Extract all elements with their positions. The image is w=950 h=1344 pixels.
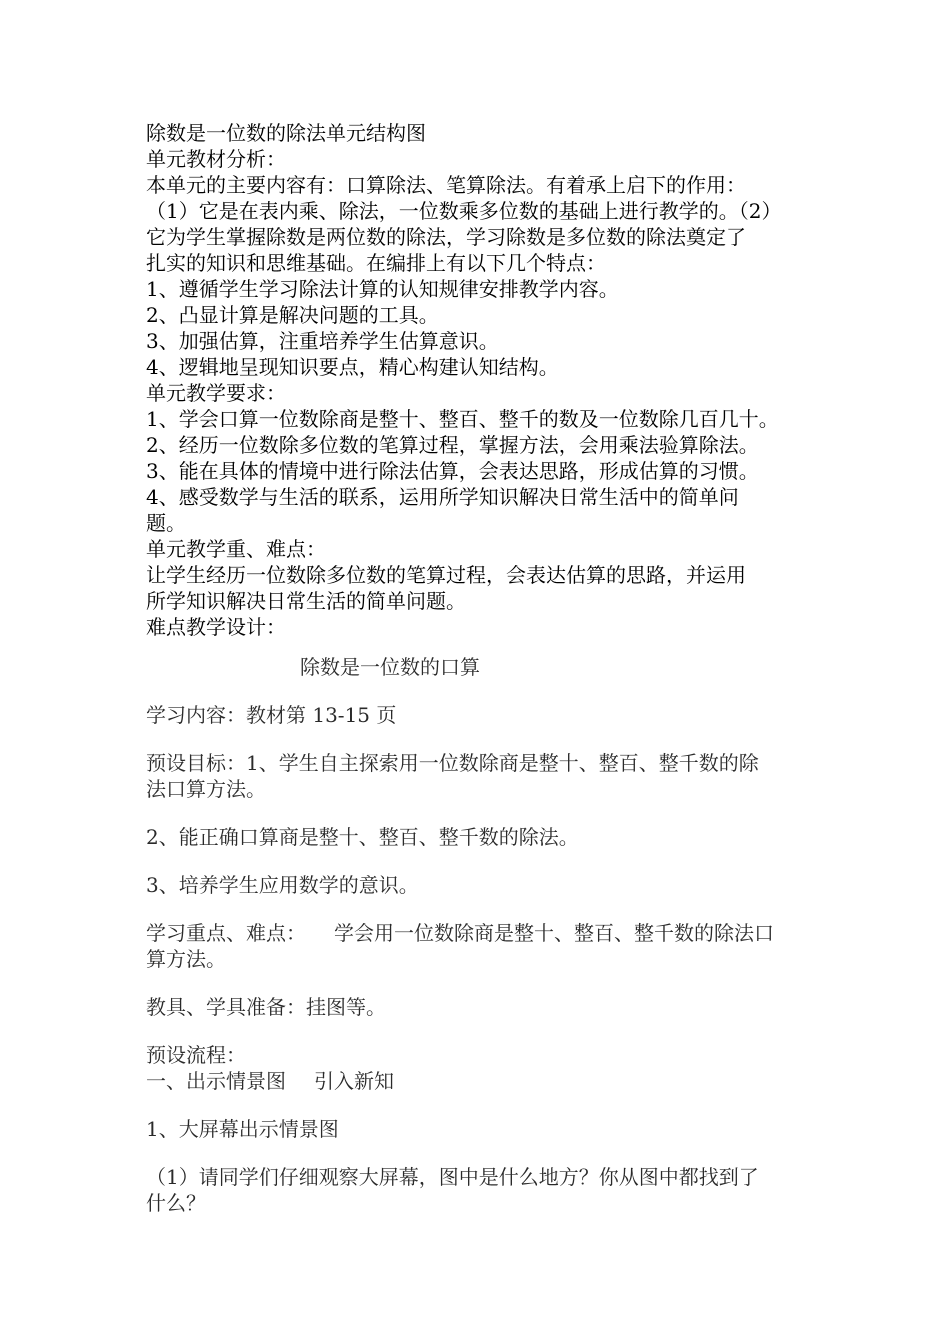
lesson-key-text-cont: 算方法。 [146, 947, 226, 971]
key-points-line: 所学知识解决日常生活的简单问题。 [146, 589, 466, 613]
process-sub-1: 1、大屏幕出示情景图 [146, 1117, 339, 1141]
feature-item: 2、凸显计算是解决问题的工具。 [146, 303, 439, 327]
question-line: （1）请同学们仔细观察大屏幕，图中是什么地方？你从图中都找到了 [146, 1165, 759, 1189]
lesson-goal-line: 法口算方法。 [146, 777, 266, 801]
analysis-line: 本单元的主要内容有：口算除法、笔算除法。有着承上启下的作用： [146, 173, 746, 197]
lesson-goal-2: 2、能正确口算商是整十、整百、整千数的除法。 [146, 825, 579, 849]
lesson-tools: 教具、学具准备：挂图等。 [146, 995, 386, 1019]
analysis-line: 它为学生掌握除数是两位数的除法，学习除数是多位数的除法奠定了 [146, 225, 746, 249]
lesson-key-points [146, 920, 826, 946]
process-step-1 [146, 1068, 826, 1094]
requirement-item: 2、经历一位数除多位数的笔算过程，掌握方法，会用乘法验算除法。 [146, 433, 759, 457]
lesson-goal-line: 预设目标：1、学生自主探索用一位数除商是整十、整百、整千数的除 [146, 751, 759, 775]
lesson-title: 除数是一位数的口算 [300, 655, 480, 679]
key-points-line: 让学生经历一位数除多位数的笔算过程，会表达估算的思路，并运用 [146, 563, 746, 587]
unit-title: 除数是一位数的除法单元结构图 [146, 121, 426, 145]
feature-item: 3、加强估算，注重培养学生估算意识。 [146, 329, 499, 353]
analysis-line: （1）它是在表内乘、除法，一位数乘多位数的基础上进行教学的。（2） [146, 199, 782, 223]
analysis-line: 扎实的知识和思维基础。在编排上有以下几个特点： [146, 251, 606, 275]
process-step-1-b: 引入新知 [314, 1069, 394, 1093]
document-page [146, 120, 826, 1216]
requirements-heading: 单元教学要求： [146, 381, 286, 405]
lesson-key-text: 学会用一位数除商是整十、整百、整千数的除法口 [334, 921, 774, 945]
analysis-heading: 单元教材分析： [146, 147, 286, 171]
lesson-key-label: 学习重点、难点： [146, 921, 306, 945]
unit-overview [146, 120, 826, 640]
process-step-1-a: 一、出示情景图 [146, 1069, 286, 1093]
lesson-content: 学习内容：教材第 13-15 页 [146, 703, 397, 727]
feature-item: 1、遵循学生学习除法计算的认知规律安排教学内容。 [146, 277, 619, 301]
requirement-item: 题。 [146, 511, 186, 535]
question-line: 什么？ [146, 1191, 206, 1215]
lesson-goal-3: 3、培养学生应用数学的意识。 [146, 873, 419, 897]
process-heading: 预设流程： [146, 1043, 246, 1067]
design-heading: 难点教学设计： [146, 615, 286, 639]
feature-item: 4、逻辑地呈现知识要点，精心构建认知结构。 [146, 355, 559, 379]
requirement-item: 1、学会口算一位数除商是整十、整百、整千的数及一位数除几百几十。 [146, 407, 779, 431]
requirement-item: 4、感受数学与生活的联系，运用所学知识解决日常生活中的简单问 [146, 485, 739, 509]
key-points-heading: 单元教学重、难点： [146, 537, 326, 561]
requirement-item: 3、能在具体的情境中进行除法估算，会表达思路，形成估算的习惯。 [146, 459, 759, 483]
lesson-plan [146, 654, 826, 1216]
